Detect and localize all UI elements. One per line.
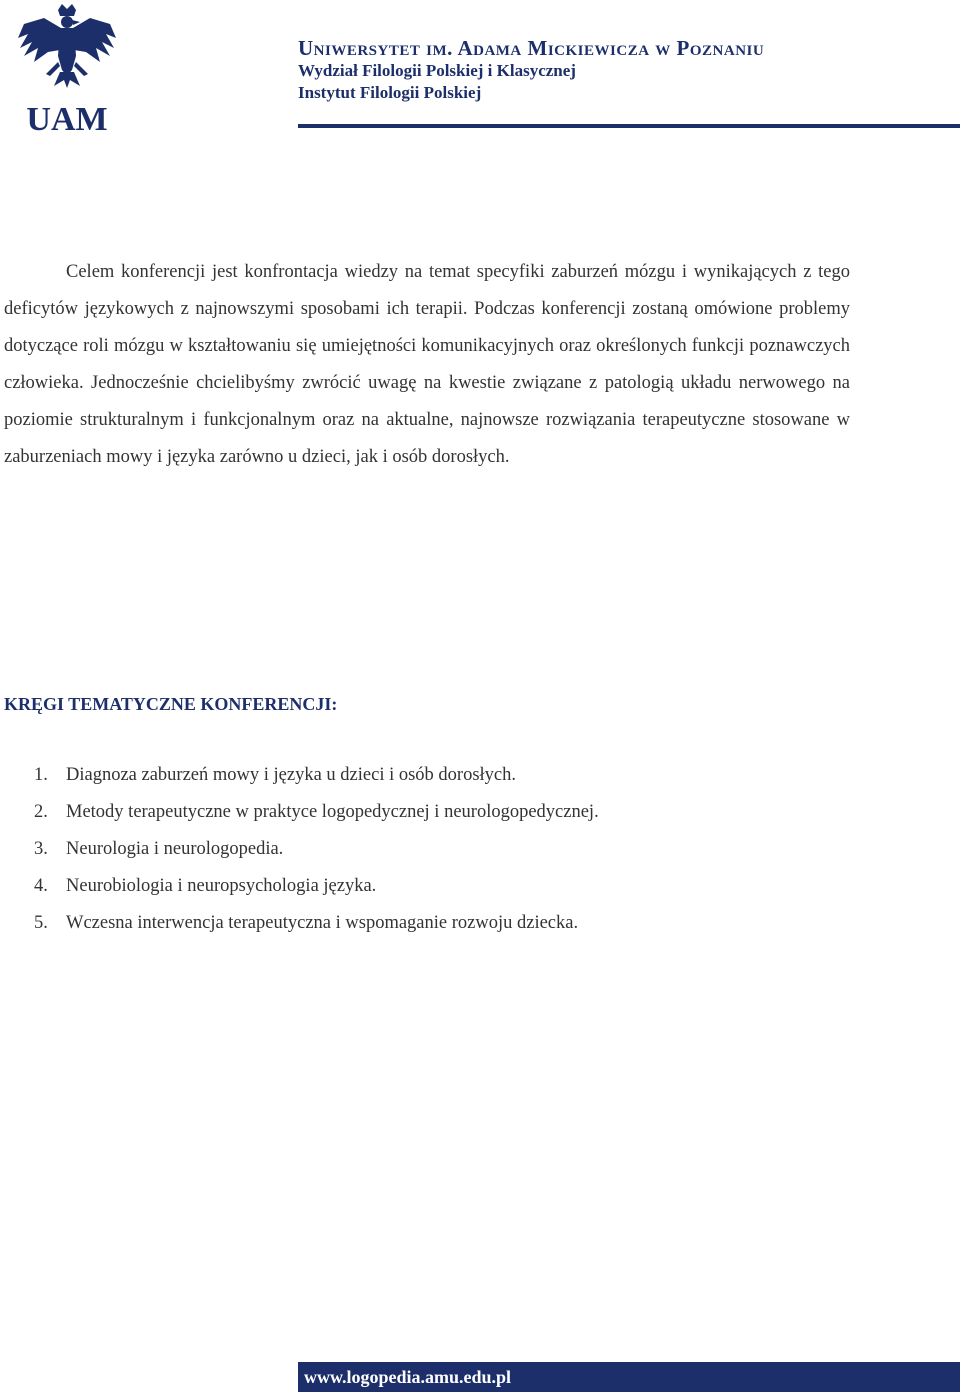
eagle-icon	[14, 4, 120, 134]
list-item-number: 3.	[34, 839, 48, 859]
faculty-name: Wydział Filologii Polskiej i Klasycznej	[298, 61, 576, 80]
list-item	[4, 794, 599, 831]
uam-logo	[14, 4, 120, 134]
list-item-number: 1.	[34, 765, 48, 785]
header-divider	[298, 124, 960, 128]
list-item-number: 5.	[34, 913, 48, 933]
list-item-text: Wczesna interwencja terapeutyczna i wspomaganie rozwoju dziecka.	[66, 913, 579, 933]
institution-header	[298, 36, 764, 104]
topics-title: KRĘGI TEMATYCZNE KONFERENCJI:	[4, 694, 338, 714]
list-item-number: 2.	[34, 802, 48, 822]
footer-url[interactable]: www.logopedia.amu.edu.pl	[298, 1362, 960, 1392]
list-item-text: Diagnoza zaburzeń mowy i języka u dzieci i osób dorosłych.	[66, 765, 517, 785]
svg-text:UAM: UAM	[26, 101, 108, 134]
list-item-text: Metody terapeutyczne w praktyce logopedycznej i neurologopedycznej.	[66, 802, 599, 822]
list-item-text: Neurologia i neurologopedia.	[66, 839, 284, 859]
list-item-number: 4.	[34, 876, 48, 896]
topics-list	[4, 757, 599, 942]
institute-name: Instytut Filologii Polskiej	[298, 83, 482, 102]
list-item	[4, 757, 599, 794]
list-item-text: Neurobiologia i neuropsychologia języka.	[66, 876, 377, 896]
list-item	[4, 831, 599, 868]
conference-description: Celem konferencji jest konfrontacja wiedzy na temat specyfiki zaburzeń mózgu i wynikających z tego deficytów językowych z najnowszymi sposobami ich terapii. Podczas konferencji zostaną omówione problemy dotyczące roli mózgu w kształtowaniu się umiejętności komunikacyjnych oraz określonych funkcji poznawczych człowieka. Jednocześnie chcielibyśmy zwrócić uwagę na kwestie związane z patologią układu nerwowego na poziomie strukturalnym i funkcjonalnym oraz na aktualne, najnowsze rozwiązania terapeutyczne stosowane w zaburzeniach mowy i języka zarówno u dzieci, jak i osób dorosłych.	[4, 262, 850, 467]
list-item	[4, 905, 599, 942]
list-item	[4, 868, 599, 905]
university-name: Uniwersytet im. Adama Mickiewicza w Poznaniu	[298, 36, 765, 60]
